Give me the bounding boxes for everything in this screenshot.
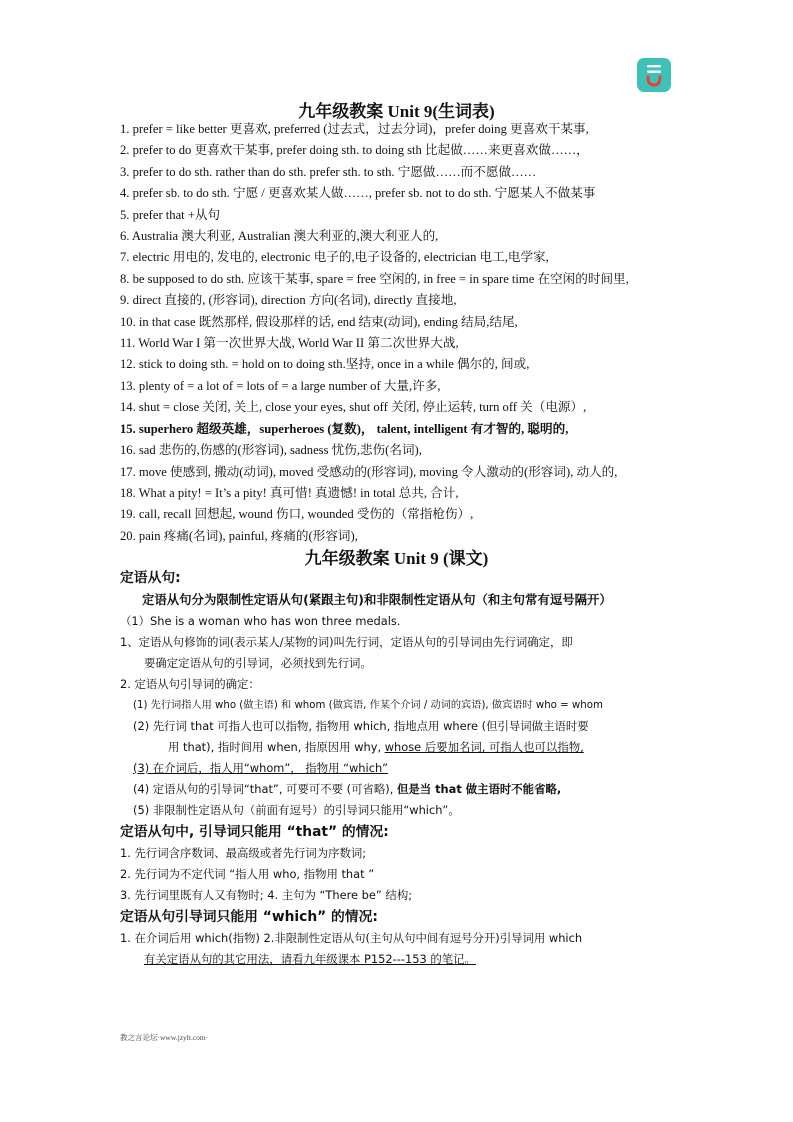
rule-item: [120, 779, 680, 800]
rule-item: (5) 非限制性定语从句（前面有逗号）的引导词只能用“which”。: [133, 803, 460, 817]
vocab-item: 5. prefer that +从句: [120, 207, 221, 222]
vocab-item: 18. What a pity! = It’s a pity! 真可惜! 真遗憾! in total 总共, 合计,: [120, 485, 459, 500]
vocab-item: 14. shut = close 关闭, 关上, close your eyes, shut off 关闭, 停止运转, turn off 关（电源）,: [120, 400, 587, 415]
list-item: 有关定语从句的其它用法，请看九年级课本 P152---153 的笔记。: [144, 952, 476, 966]
vocab-item: 7. electric 用电的, 发电的, electronic 电子的,电子设备的, electrician 电工,电学家,: [120, 250, 549, 265]
vocab-item: 1. prefer = like better 更喜欢, preferred (过去式，过去分词)，prefer doing 更喜欢干某事,: [120, 122, 589, 136]
section-heading: 定语从句引导词只能用 “which” 的情况:: [120, 909, 378, 925]
vocab-item: 2. prefer to do 更喜欢干某事, prefer doing sth. to doing sth 比起做……来更喜欢做……，: [120, 143, 589, 158]
vocab-item: 11. World War I 第一次世界大战, World War II 第二次世界大战,: [120, 336, 459, 351]
rule-item: (3) 在介词后，指人用“whom”， 指物用 “which”: [133, 761, 389, 775]
rule-text: (4) 定语从句的引导词“that”, 可要可不要 (可省略),: [133, 782, 397, 796]
rule-item: [120, 737, 680, 758]
footer: 教之言论坛·www.jzylt.com·: [120, 1033, 209, 1042]
rule-underlined: whose 后要加名词, 可指人也可以指物,: [384, 740, 584, 754]
vocab-item: 8. be supposed to do sth. 应该干某事, spare = free 空闲的, in free = in spare time 在空闲的时间里,: [120, 271, 629, 286]
vocab-title: 九年级教案 Unit 9(生词表): [298, 102, 495, 121]
list-item: 3. 先行词里既有人又有物时; 4. 主句为 “There be” 结构;: [120, 888, 413, 902]
vocab-item: 19. call, recall 回想起, wound 伤口, wounded 受伤的（常指枪伤）,: [120, 507, 474, 522]
list-item: 2. 先行词为不定代词 “指人用 who, 指物用 that ”: [120, 867, 375, 881]
vocab-item: 13. plenty of = a lot of = lots of = a large number of 大量,许多,: [120, 378, 441, 393]
rule-item: (2) 先行词 that 可指人也可以指物, 指物用 which, 指地点用 where (但引导词做主语时要: [133, 719, 589, 733]
lesson-body: [120, 567, 680, 970]
rule-item: (1) 先行词指人用 who (做主语) 和 whom (做宾语, 作某个介词 / 动词的宾语), 做宾语时 who = whom: [133, 700, 603, 711]
vocab-item: 15. superhero 超级英雄，superheroes (复数)， talent, intelligent 有才智的, 聪明的,: [120, 421, 569, 436]
section-subheading: 定语从句分为限制性定语从句(紧跟主句)和非限制性定语从句（和主句常有逗号隔开）: [142, 592, 612, 607]
vocab-list: [120, 119, 680, 547]
vocab-item: 6. Australia 澳大利亚, Australian 澳大利亚的,澳大利亚人的,: [120, 229, 439, 244]
example-sentence: （1）She is a woman who has won three medals.: [120, 614, 401, 628]
vocab-item: 9. direct 直接的, (形容词), direction 方向(名词), directly 直接地,: [120, 293, 457, 308]
list-item: 1. 在介词后用 which(指物) 2.非限制性定语从句(主句从句中间有逗号分开)引导词用 which: [120, 931, 583, 945]
lesson-title: 九年级教案 Unit 9 (课文): [304, 549, 489, 568]
vocab-item: 10. in that case 既然那样, 假设那样的话, end 结束(动词), ending 结局,结尾,: [120, 314, 518, 329]
vocab-item: 16. sad 悲伤的,伤感的(形容词), sadness 忧伤,悲伤(名词),: [120, 443, 422, 458]
paragraph: 1、定语从句修饰的词(表示某人/某物的词)叫先行词，定语从句的引导词由先行词确定，即: [120, 635, 573, 649]
vocab-item: 12. stick to doing sth. = hold on to doing sth.坚持, once in a while 偶尔的, 间或,: [120, 357, 530, 372]
vocab-item: 4. prefer sb. to do sth. 宁愿 / 更喜欢某人做……, prefer sb. not to do sth. 宁愿某人不做某事: [120, 186, 596, 201]
rule-text: 用 that), 指时间用 when, 指原因用 why,: [168, 740, 385, 754]
vocab-item: 17. move 使感到, 搬动(动词), moved 受感动的(形容词), moving 令人激动的(形容词), 动人的,: [120, 464, 618, 479]
vocab-item: 3. prefer to do sth. rather than do sth. prefer sth. to sth. 宁愿做……而不愿做……: [120, 164, 537, 179]
list-item: 1. 先行词含序数词、最高级或者先行词为序数词;: [120, 846, 367, 860]
vocab-item: 20. pain 疼痛(名词), painful, 疼痛的(形容词),: [120, 528, 358, 543]
section-heading: 定语从句中, 引导词只能用 “that” 的情况:: [120, 824, 389, 840]
paragraph: 要确定定语从句的引导词，必须找到先行词。: [144, 656, 372, 670]
paragraph: 2. 定语从句引导词的确定：: [120, 677, 260, 691]
logo-icon: [637, 58, 671, 92]
rule-bold: 但是当 that 做主语时不能省略,: [396, 782, 562, 796]
section-heading: 定语从句:: [120, 570, 181, 586]
